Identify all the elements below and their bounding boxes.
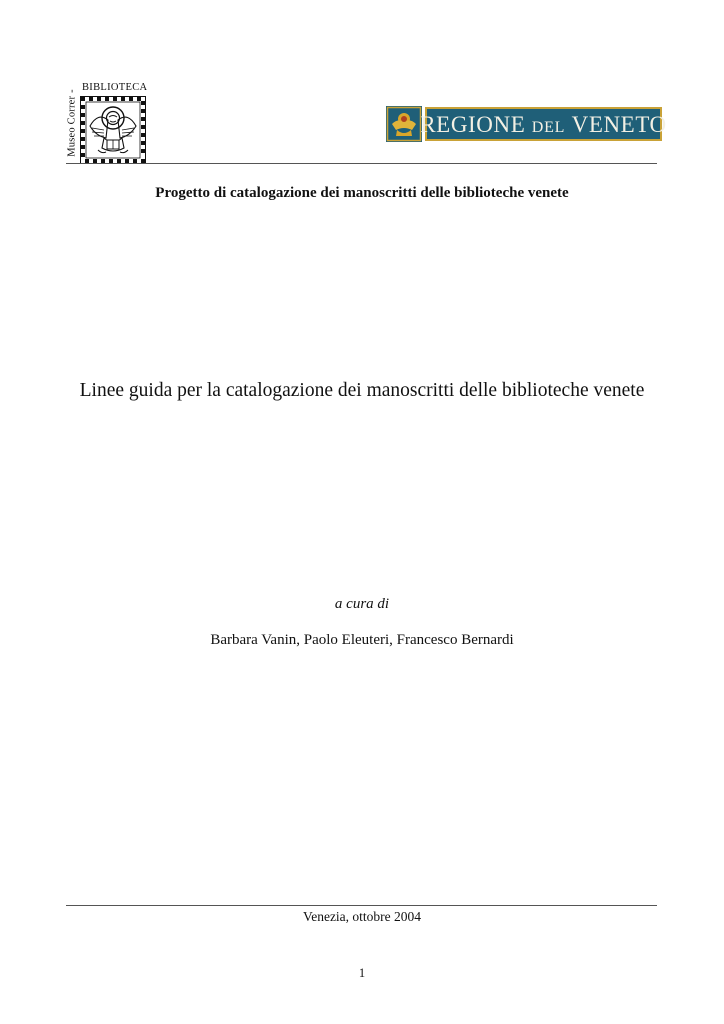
footer-divider xyxy=(66,905,657,906)
header-divider xyxy=(66,163,657,164)
document-title: Linee guida per la catalogazione dei manoscritti delle biblioteche venete xyxy=(79,380,645,401)
correr-vertical-text-wrap xyxy=(66,80,78,166)
correr-top-text: BIBLIOTECA xyxy=(82,82,148,93)
regione-veneto-logo xyxy=(386,106,667,142)
museo-correr-logo xyxy=(66,80,148,166)
editors-label: a cura di xyxy=(334,596,390,612)
place-and-date: Venezia, ottobre 2004 xyxy=(302,909,422,924)
veneto-word-regione: REGIONE xyxy=(420,111,526,137)
veneto-wordmark-text xyxy=(420,113,667,136)
veneto-word-del: DEL xyxy=(531,118,566,136)
veneto-lion-emblem-icon xyxy=(386,106,422,142)
correr-vertical-text: Museo Correr - xyxy=(66,89,78,157)
page-number: 1 xyxy=(358,966,366,980)
veneto-wordmark xyxy=(420,107,667,141)
project-title: Progetto di catalogazione dei manoscritti delle biblioteche venete xyxy=(155,185,569,201)
editors-names: Barbara Vanin, Paolo Eleuteri, Francesco Bernardi xyxy=(210,632,514,648)
lion-of-saint-mark-seal-icon xyxy=(80,96,146,164)
veneto-word-veneto: VENETO xyxy=(571,111,667,137)
